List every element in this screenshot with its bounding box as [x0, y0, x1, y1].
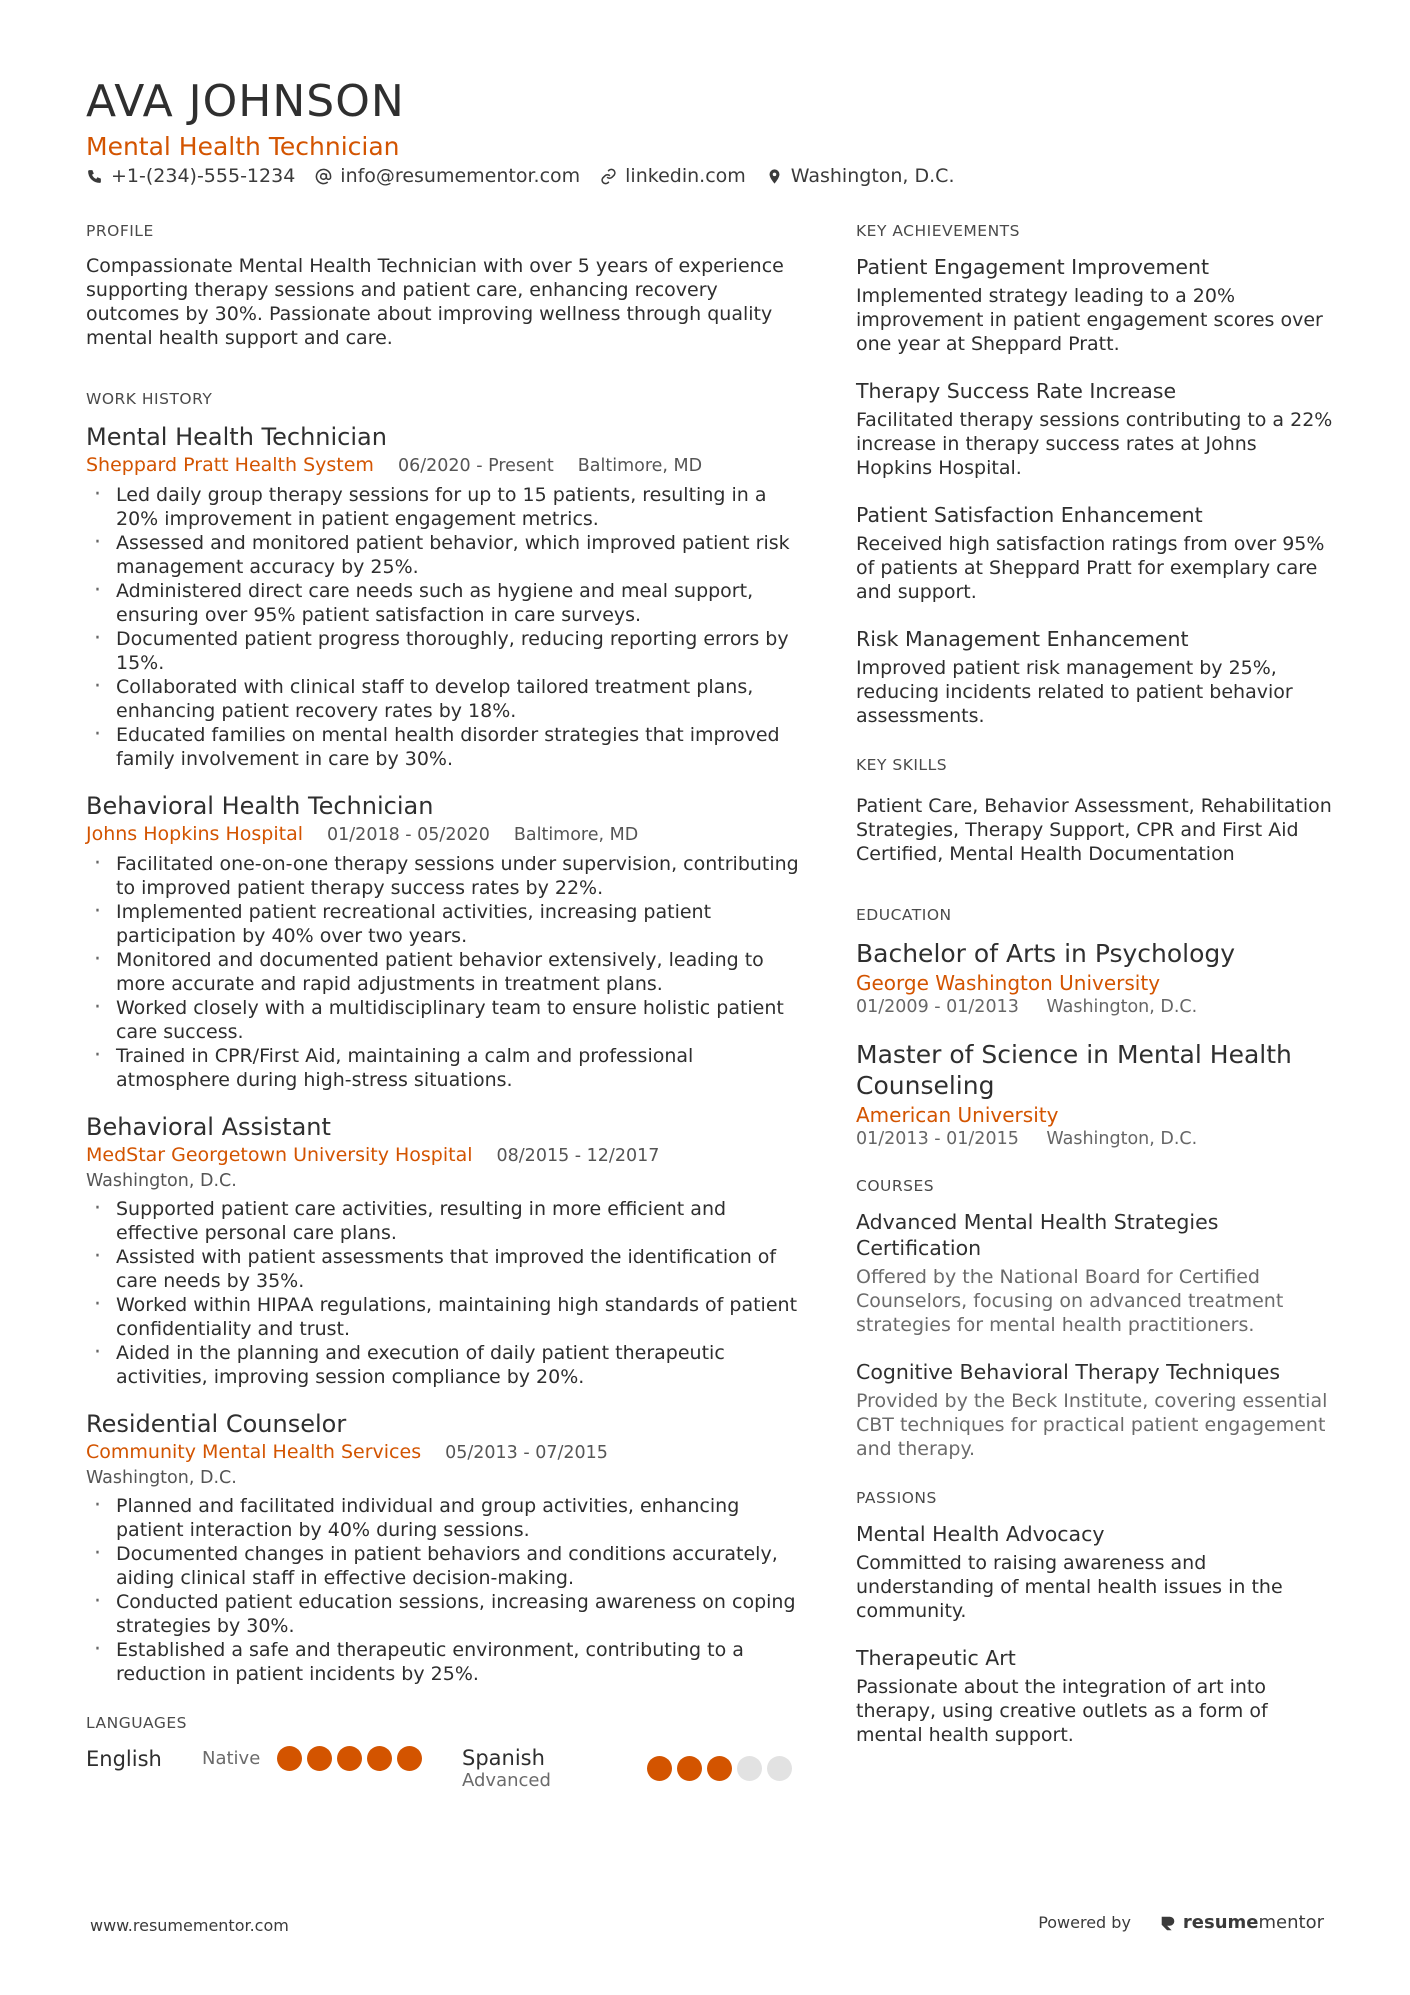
course-desc: Provided by the Beck Institute, covering essential CBT techniques for practical patient engagement and therapy.	[856, 1390, 1328, 1460]
job-dates: 01/2018 - 05/2020	[327, 825, 490, 845]
education-school: George Washington University	[856, 971, 1161, 995]
language-level: Native	[202, 1748, 261, 1769]
education-meta	[856, 1129, 1334, 1149]
job-dates: 08/2015 - 12/2017	[496, 1146, 660, 1166]
job-title: Mental Health Technician	[86, 423, 387, 451]
job-bullet: · Led daily group therapy sessions for up to 15 patients, resulting in a 20% improvement in patient engagement metrics.	[86, 483, 802, 531]
achievement-desc: Improved patient risk management by 25%, reducing incidents related to patient behavior assessments.	[856, 657, 1293, 727]
achievement-desc: Facilitated therapy sessions contributing to a 22% increase in therapy success rates at Johns Hopkins Hospital.	[856, 409, 1333, 479]
job-bullets	[86, 1494, 802, 1686]
passion-desc: Committed to raising awareness and understanding of mental health issues in the community.	[856, 1552, 1283, 1622]
education-school: American University	[856, 1103, 1059, 1127]
job-bullet: · Educated families on mental health disorder strategies that improved family involvement in care by 30%.	[86, 723, 802, 771]
rating-dot	[307, 1746, 332, 1771]
rating-dot	[677, 1756, 702, 1781]
job-location: Washington, D.C.	[86, 1468, 237, 1488]
location-pin-icon	[766, 168, 783, 185]
language-rating	[277, 1746, 427, 1771]
job-bullet: · Implemented patient recreational activities, increasing patient participation by 40% over two years.	[86, 900, 802, 948]
contact-linkedin[interactable]	[600, 165, 746, 187]
brand-logo[interactable]	[1159, 1912, 1324, 1933]
education-section	[856, 906, 1334, 1149]
job-bullet: · Collaborated with clinical staff to develop tailored treatment plans, enhancing patient recovery rates by 18%.	[86, 675, 802, 723]
job-bullet: · Documented patient progress thoroughly, reducing reporting errors by 15%.	[86, 627, 802, 675]
job-bullet: · Worked within HIPAA regulations, maintaining high standards of patient confidentiality and trust.	[86, 1293, 802, 1341]
job-title: Residential Counselor	[86, 1410, 347, 1438]
achievement-item	[856, 626, 1334, 728]
job-company: Community Mental Health Services	[86, 1441, 422, 1463]
rating-dot	[707, 1756, 732, 1781]
link-icon	[600, 168, 617, 185]
job-entry	[86, 422, 802, 771]
achievement-item	[856, 254, 1334, 356]
education-dates: 01/2009 - 01/2013	[856, 997, 1019, 1017]
contact-bar	[86, 165, 975, 187]
job-company: Sheppard Pratt Health System	[86, 454, 374, 476]
course-desc: Offered by the National Board for Certified Counselors, focusing on advanced treatment strategies for mental health practitioners.	[856, 1266, 1284, 1336]
course-title: Cognitive Behavioral Therapy Techniques	[856, 1360, 1281, 1384]
course-item	[856, 1359, 1334, 1461]
job-bullet: · Assessed and monitored patient behavior, which improved patient risk management accuracy by 25%.	[86, 531, 802, 579]
education-meta	[856, 997, 1334, 1017]
achievement-title: Patient Satisfaction Enhancement	[856, 503, 1203, 527]
job-bullet: · Monitored and documented patient behavior extensively, leading to more accurate and rapid adjustments in treatment plans.	[86, 948, 802, 996]
passion-title: Mental Health Advocacy	[856, 1522, 1105, 1546]
job-bullet: · Administered direct care needs such as hygiene and meal support, ensuring over 95% patient satisfaction in care surveys.	[86, 579, 802, 627]
rating-dot	[397, 1746, 422, 1771]
courses-section	[856, 1177, 1334, 1461]
language-rating	[647, 1756, 797, 1781]
rating-dot	[277, 1746, 302, 1771]
job-meta	[86, 1439, 802, 1490]
profile-text: Compassionate Mental Health Technician with over 5 years of experience supporting therapy sessions and patient care, enhancing recovery outcomes by 30%. Passionate about improving wellness through quality mental health support and care.	[86, 255, 784, 349]
course-item	[856, 1209, 1334, 1337]
job-dates: 06/2020 - Present	[397, 456, 554, 476]
course-title: Advanced Mental Health Strategies Certification	[856, 1210, 1219, 1260]
right-column	[856, 222, 1334, 1787]
education-item	[856, 1039, 1334, 1149]
candidate-name: AVA JOHNSON	[86, 76, 405, 127]
rating-dot	[337, 1746, 362, 1771]
job-bullet: · Facilitated one-on-one therapy sessions under supervision, contributing to improved patient therapy success rates by 22%.	[86, 852, 802, 900]
education-item	[856, 938, 1334, 1017]
job-bullet: · Established a safe and therapeutic environment, contributing to a reduction in patient incidents by 25%.	[86, 1638, 802, 1686]
language-name: English	[86, 1746, 162, 1771]
brand-bold: resume	[1182, 1912, 1259, 1933]
achievement-item	[856, 378, 1334, 480]
brand-light: mentor	[1258, 1912, 1324, 1933]
achievement-title: Therapy Success Rate Increase	[856, 379, 1177, 403]
education-location: Washington, D.C.	[1046, 1129, 1198, 1149]
job-bullet: · Documented changes in patient behaviors and conditions accurately, aiding clinical staff in effective decision-making.	[86, 1542, 802, 1590]
languages-section	[86, 1714, 802, 1791]
work-history-section	[86, 390, 802, 1686]
job-bullets	[86, 852, 802, 1092]
location-text: Washington, D.C.	[790, 165, 955, 187]
contact-email[interactable]	[315, 165, 580, 187]
job-entry	[86, 1409, 802, 1686]
education-location: Washington, D.C.	[1046, 997, 1198, 1017]
achievement-desc: Implemented strategy leading to a 20% improvement in patient engagement scores over one year at Sheppard Pratt.	[856, 285, 1323, 355]
passions-section	[856, 1489, 1334, 1747]
job-title: Behavioral Health Technician	[86, 792, 434, 820]
passion-title: Therapeutic Art	[856, 1646, 1016, 1670]
profile-section	[86, 222, 802, 350]
education-degree: Bachelor of Arts in Psychology	[856, 939, 1236, 968]
email-text: info@resumementor.com	[340, 165, 581, 187]
section-heading: LANGUAGES	[86, 1714, 188, 1732]
resumementor-logo-icon	[1159, 1914, 1177, 1932]
job-dates: 05/2013 - 07/2015	[445, 1443, 608, 1463]
passion-desc: Passionate about the integration of art into therapy, using creative outlets as a form of mental health support.	[856, 1676, 1268, 1746]
job-location: Baltimore, MD	[577, 456, 703, 476]
job-entry	[86, 1112, 802, 1389]
job-meta	[86, 1142, 802, 1193]
job-location: Washington, D.C.	[86, 1171, 237, 1191]
achievement-desc: Received high satisfaction ratings from over 95% of patients at Sheppard Pratt for exemplary care and support.	[856, 533, 1325, 603]
job-entry	[86, 791, 802, 1092]
section-heading: KEY ACHIEVEMENTS	[856, 222, 1020, 240]
section-heading: PROFILE	[86, 222, 154, 240]
job-bullet: · Supported patient care activities, resulting in more efficient and effective personal care plans.	[86, 1197, 802, 1245]
contact-phone[interactable]	[86, 165, 295, 187]
achievement-item	[856, 502, 1334, 604]
language-level: Advanced	[462, 1770, 551, 1791]
passion-item	[856, 1645, 1334, 1747]
powered-by-text: Powered by	[1038, 1913, 1131, 1932]
language-text	[462, 1746, 650, 1791]
job-bullets	[86, 483, 802, 771]
skills-section	[856, 756, 1334, 866]
achievement-title: Patient Engagement Improvement	[856, 255, 1210, 279]
education-degree: Master of Science in Mental Health Counseling	[856, 1040, 1292, 1100]
job-bullet: · Trained in CPR/First Aid, maintaining a calm and professional atmosphere during high-stress situations.	[86, 1044, 802, 1092]
language-item	[86, 1746, 462, 1771]
languages-list	[86, 1746, 802, 1791]
section-heading: PASSIONS	[856, 1489, 937, 1507]
job-location: Baltimore, MD	[513, 825, 639, 845]
phone-text: +1-(234)-555-1234	[111, 165, 296, 187]
job-title: Behavioral Assistant	[86, 1113, 331, 1141]
job-meta	[86, 821, 802, 848]
passion-item	[856, 1521, 1334, 1623]
achievement-title: Risk Management Enhancement	[856, 627, 1189, 651]
rating-dot	[767, 1756, 792, 1781]
section-heading: COURSES	[856, 1177, 935, 1195]
footer-website[interactable]: www.resumementor.com	[90, 1916, 289, 1935]
rating-dot	[647, 1756, 672, 1781]
skills-text: Patient Care, Behavior Assessment, Rehabilitation Strategies, Therapy Support, CPR and First Aid Certified, Mental Health Documentation	[856, 795, 1332, 865]
job-bullet: · Conducted patient education sessions, increasing awareness on coping strategies by 30%.	[86, 1590, 802, 1638]
at-icon	[315, 168, 332, 185]
job-bullet: · Worked closely with a multidisciplinary team to ensure holistic patient care success.	[86, 996, 802, 1044]
language-name: Spanish	[462, 1746, 545, 1770]
education-dates: 01/2013 - 01/2015	[856, 1129, 1019, 1149]
section-heading: EDUCATION	[856, 906, 952, 924]
job-meta	[86, 452, 802, 479]
job-company: Johns Hopkins Hospital	[86, 823, 304, 845]
section-heading: WORK HISTORY	[86, 390, 213, 408]
job-bullet: · Assisted with patient assessments that improved the identification of care needs by 35%.	[86, 1245, 802, 1293]
left-column	[86, 222, 802, 1791]
rating-dot	[367, 1746, 392, 1771]
section-heading: KEY SKILLS	[856, 756, 948, 774]
job-bullets	[86, 1197, 802, 1389]
contact-location	[766, 165, 955, 187]
linkedin-text: linkedin.com	[625, 165, 746, 187]
achievements-section	[856, 222, 1334, 728]
rating-dot	[737, 1756, 762, 1781]
candidate-title: Mental Health Technician	[86, 132, 400, 161]
job-bullet: · Aided in the planning and execution of daily patient therapeutic activities, improving session compliance by 20%.	[86, 1341, 802, 1389]
job-company: MedStar Georgetown University Hospital	[86, 1144, 473, 1166]
job-bullet: · Planned and facilitated individual and group activities, enhancing patient interaction by 40% during sessions.	[86, 1494, 802, 1542]
language-item	[462, 1746, 802, 1791]
footer-powered	[1038, 1912, 1324, 1933]
phone-icon	[86, 168, 103, 185]
